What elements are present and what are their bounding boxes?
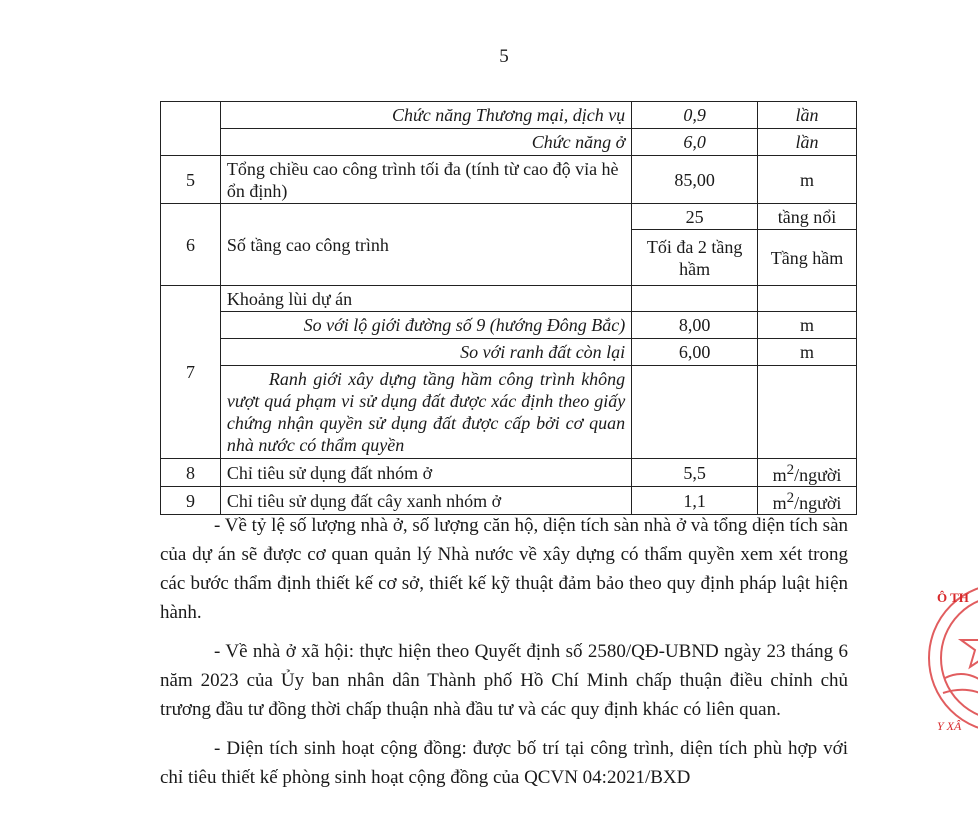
unit-superscript: 2 [786, 490, 795, 506]
row-number: 6 [161, 204, 221, 286]
row-value: 5,5 [632, 459, 758, 487]
row-number: 7 [161, 286, 221, 459]
row-value: 6,0 [632, 129, 758, 156]
stamp-text-bottom: Y XÂ [937, 719, 962, 733]
unit-superscript: 2 [786, 462, 795, 478]
official-seal-stamp [925, 578, 978, 738]
row-unit [758, 286, 857, 312]
row-value: 8,00 [632, 312, 758, 339]
paragraph-community-space: - Diện tích sinh hoạt cộng đồng: được bố trí tại công trình, diện tích phù hợp với chỉ tiêu thiết kế phòng sinh hoạt cộng đồng của QCVN 04:2021/BXD [160, 738, 848, 788]
row-number: 8 [161, 459, 221, 487]
page-number: 5 [499, 46, 509, 67]
planning-indicators-table [160, 101, 857, 515]
table-row [161, 312, 857, 339]
table-row [161, 204, 857, 230]
paragraph-social-housing: - Về nhà ở xã hội: thực hiện theo Quyết định số 2580/QĐ-UBND ngày 23 tháng 6 năm 2023 của Ủy ban nhân dân Thành phố Hồ Chí Minh chấp thuận điều chỉnh chủ trương đầu tư đồng thời chấp thuận nhà đầu tư và các quy định khác có liên quan. [160, 641, 848, 720]
unit-base: m [772, 493, 787, 513]
table-row [161, 366, 857, 459]
unit-rest: /người [794, 493, 842, 513]
table-row [161, 102, 857, 129]
table-row [161, 129, 857, 156]
unit-rest: /người [794, 465, 842, 485]
row-value: 0,9 [632, 102, 758, 129]
paragraph-housing-ratio: - Về tỷ lệ số lượng nhà ở, số lượng căn hộ, diện tích sàn nhà ở và tổng diện tích sàn của dự án sẽ được cơ quan quản lý Nhà nước về xây dựng có thẩm quyền xem xét trong các bước thẩm định thiết kế cơ sở, thiết kế kỹ thuật đảm bảo theo quy định pháp luật hiện hành. [160, 515, 849, 623]
row-value: 6,00 [632, 339, 758, 366]
row-description: Chỉ tiêu sử dụng đất nhóm ở [220, 459, 631, 487]
basement-boundary-note: Ranh giới xây dựng tầng hầm công trình không vượt quá phạm vi sử dụng đất được xác định theo giấy chứng nhận quyền sử dụng đất được cấp bởi cơ quan nhà nước có thẩm quyền [220, 366, 631, 459]
row-unit: m [758, 156, 857, 204]
row-value: 25 [632, 204, 758, 230]
body-paragraphs [160, 511, 848, 802]
row-description: Chỉ tiêu sử dụng đất cây xanh nhóm ở [220, 487, 631, 515]
row-unit: lần [758, 129, 857, 156]
row-value [632, 366, 758, 459]
row-unit: Tầng hầm [758, 230, 857, 286]
row-number: 9 [161, 487, 221, 515]
row-unit: tầng nổi [758, 204, 857, 230]
table-row [161, 156, 857, 204]
table-row [161, 459, 857, 487]
row-number: 5 [161, 156, 221, 204]
row-unit [758, 459, 857, 487]
row-unit: m [758, 312, 857, 339]
stamp-text-top: Ô TH [937, 590, 969, 605]
table-row [161, 339, 857, 366]
row-value [632, 286, 758, 312]
row-description: So với ranh đất còn lại [220, 339, 631, 366]
row-description: Khoảng lùi dự án [220, 286, 631, 312]
row-number-cell [161, 102, 221, 156]
row-description: So với lộ giới đường số 9 (hướng Đông Bắc) [220, 312, 631, 339]
row-description: Chức năng ở [220, 129, 631, 156]
row-unit [758, 366, 857, 459]
row-description: Tổng chiều cao công trình tối đa (tính từ cao độ vỉa hè ổn định) [220, 156, 631, 204]
table-row [161, 286, 857, 312]
row-description: Số tầng cao công trình [220, 204, 631, 286]
row-value: 1,1 [632, 487, 758, 515]
row-unit: m [758, 339, 857, 366]
row-description: Chức năng Thương mại, dịch vụ [220, 102, 631, 129]
row-value: Tối đa 2 tầng hầm [632, 230, 758, 286]
row-value: 85,00 [632, 156, 758, 204]
row-unit: lần [758, 102, 857, 129]
unit-base: m [772, 465, 787, 485]
